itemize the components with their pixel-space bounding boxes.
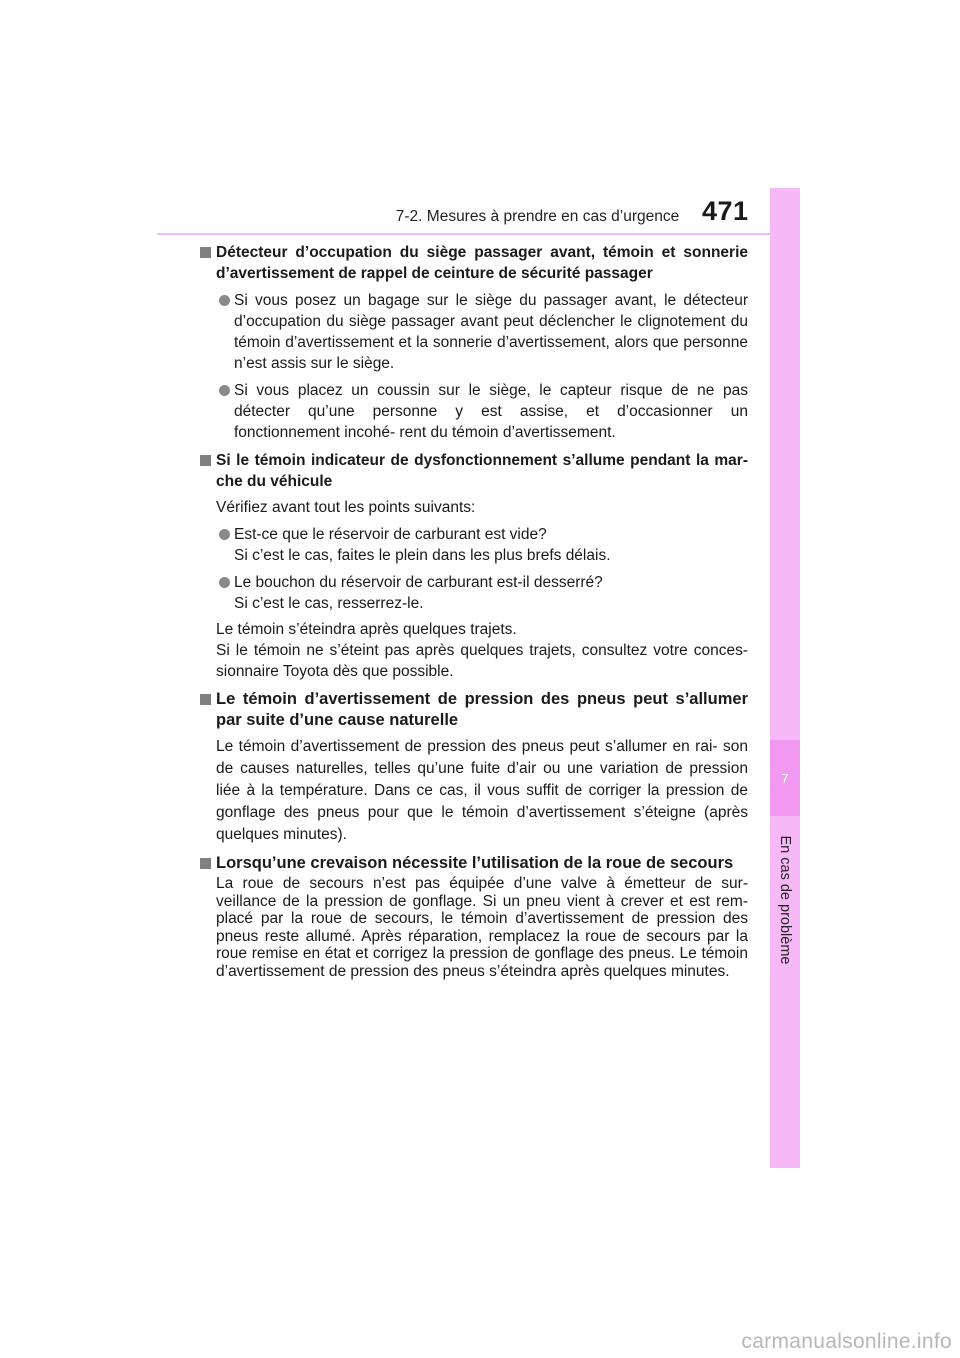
round-bullet-icon	[219, 385, 230, 396]
page-number: 471	[702, 196, 749, 226]
square-bullet-icon	[200, 694, 211, 705]
round-bullet-icon	[219, 295, 230, 306]
chapter-number: 7	[781, 770, 789, 786]
section-heading-text: Lorsqu’une crevaison nécessite l’utilisation de la roue de secours	[216, 854, 734, 872]
round-bullet-icon	[219, 529, 230, 540]
section-heading-text: Le témoin d’avertissement de pression des pneus peut s’allumer par suite d’une cause naturelle	[216, 690, 748, 729]
section-spare-tire	[198, 853, 748, 980]
section-heading-text: Si le témoin indicateur de dysfonctionnement s’allume pendant la mar- che du véhicule	[216, 452, 748, 490]
list-item-text: Si vous posez un bagage sur le siège du passager avant, le détecteur d’occupation du siège passager avant peut déclencher le clignotement du témoin d’avertissement et la sonnerie d’avertissement, alors que personne n’est assis sur le siège.	[234, 292, 748, 372]
header-divider	[157, 233, 800, 235]
section-passenger-occupant-detector	[198, 242, 748, 443]
section-header-title: 7-2. Mesures à prendre en cas d’urgence	[395, 208, 680, 225]
section-heading	[198, 242, 748, 284]
section-outro: Le témoin s’éteindra après quelques trajets. Si le témoin ne s’éteint pas après quelques trajets, consultez votre conces- sionnaire Toyota dès que possible.	[216, 621, 748, 680]
list-item-text: Si vous placez un coussin sur le siège, le capteur risque de ne pas détecter qu’une personne y est assise, et d’occasionner un fonctionnement incohé- rent du témoin d’avertissement.	[234, 382, 748, 441]
section-body: Le témoin d’avertissement de pression des pneus peut s’allumer en rai- son de causes naturelles, telles qu’une fuite d’air ou une variation de pression liée à la température. Dans ce cas, il vous suffit de corriger la pression de gonflage des pneus pour que le témoin d’avertissement s’éteigne (après quelques minutes).	[216, 738, 748, 843]
section-tire-pressure-natural-cause	[198, 689, 748, 846]
list-item	[198, 380, 748, 443]
section-heading	[198, 450, 748, 492]
chapter-side-tab	[770, 188, 800, 1168]
list-item	[198, 524, 748, 566]
section-intro: Vérifiez avant tout les points suivants:	[216, 499, 476, 516]
square-bullet-icon	[200, 858, 211, 869]
section-heading	[198, 689, 748, 731]
chapter-title: En cas de problème	[777, 835, 793, 965]
section-body: La roue de secours n’est pas équipée d’une valve à émetteur de sur- veillance de la pression de gonflage. Si un pneu vient à crever et est rem- placé par la roue de secours, le témoin d’avertissement de pression des pneus reste allumé. Après réparation, remplacez la roue de secours par la roue remise en état et corrigez la pression de gonflage des pneus. Le témoin d’avertissement de pression des pneus s’éteindra après quelques minutes.	[216, 875, 748, 980]
watermark-text: carmanualsonline.info	[741, 1330, 952, 1353]
section-heading	[198, 853, 748, 874]
square-bullet-icon	[200, 455, 211, 466]
list-item	[198, 290, 748, 374]
section-malfunction-indicator	[198, 450, 748, 682]
square-bullet-icon	[200, 247, 211, 258]
list-item-text: Est-ce que le réservoir de carburant est vide? Si c’est le cas, faites le plein dans les plus brefs délais.	[234, 526, 611, 564]
section-heading-text: Détecteur d’occupation du siège passager avant, témoin et sonnerie d’avertissement de rappel de ceinture de sécurité passager	[216, 244, 748, 282]
list-item	[198, 572, 748, 614]
page-content	[198, 242, 748, 987]
round-bullet-icon	[219, 577, 230, 588]
chapter-number-box	[770, 740, 800, 816]
list-item-text: Le bouchon du réservoir de carburant est-il desserré? Si c’est le cas, resserrez-le.	[234, 574, 603, 612]
